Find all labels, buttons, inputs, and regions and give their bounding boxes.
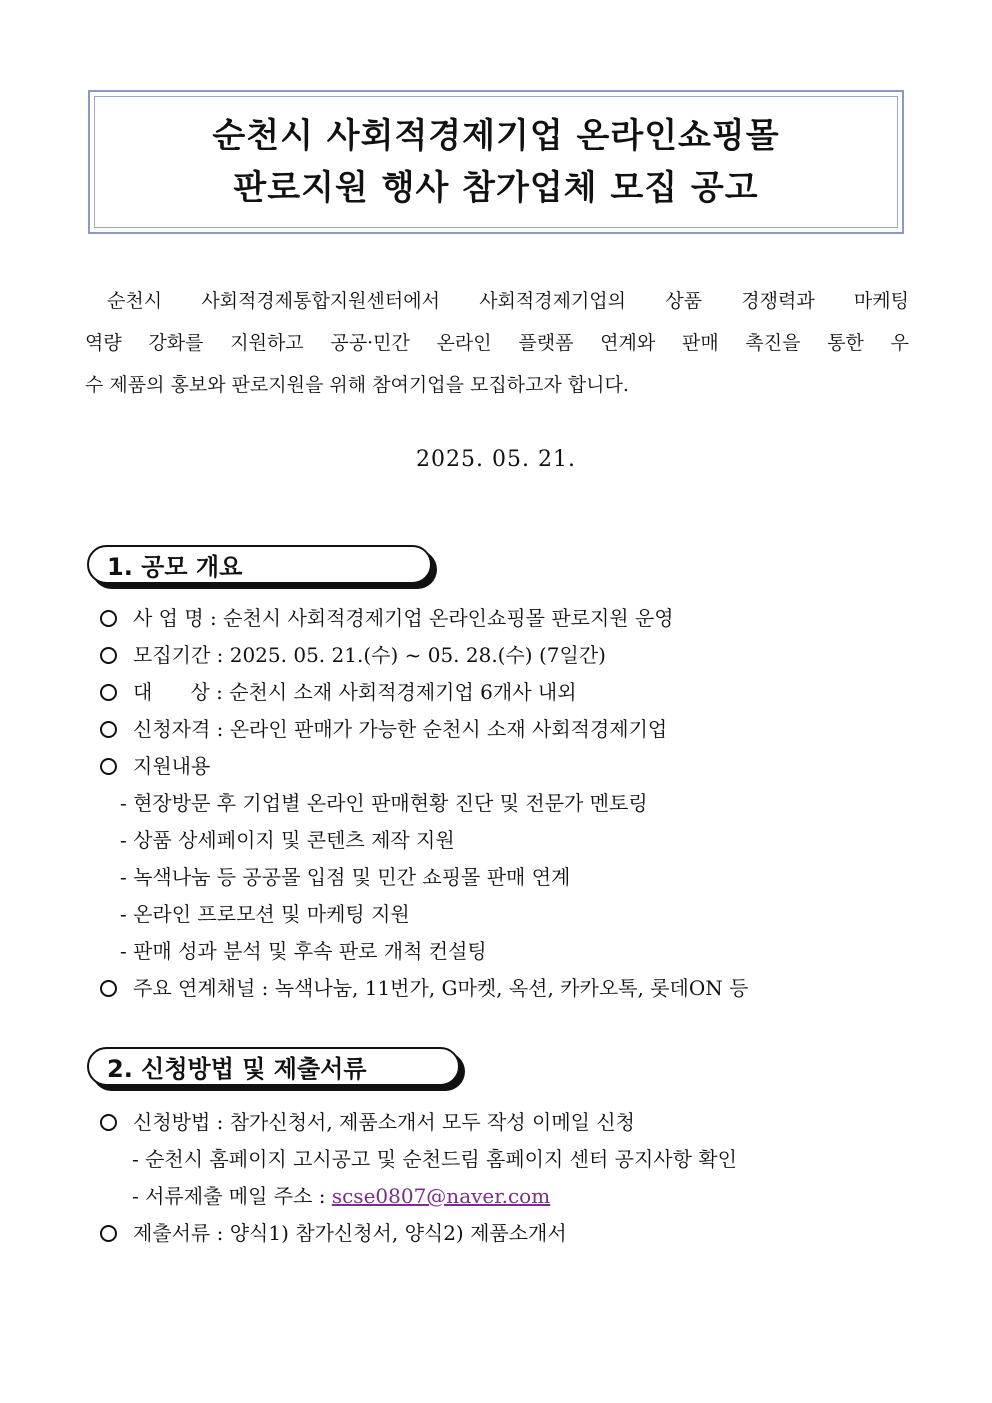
email-link[interactable]: scse0807@naver.com <box>331 1184 551 1208</box>
hollow-circle-icon <box>100 1114 117 1131</box>
hollow-circle-icon <box>100 980 117 997</box>
support-item: - 현장방문 후 기업별 온라인 판매현황 진단 및 전문가 멘토링 <box>120 791 648 815</box>
section-1-heading <box>87 545 437 589</box>
list-item-label: 대 상 : 순천시 소재 사회적경제기업 6개사 내외 <box>133 680 577 704</box>
list-item-eligibility <box>100 711 910 748</box>
section-1-heading-label: 1. 공모 개요 <box>87 545 432 584</box>
list-item-label: 모집기간 : 2025. 05. 21.(수) ~ 05. 28.(수) (7일간) <box>133 643 606 667</box>
list-item-label: 사 업 명 : 순천시 사회적경제기업 온라인쇼핑몰 판로지원 운영 <box>133 606 674 630</box>
title-box <box>88 90 904 234</box>
list-item-support <box>100 748 910 785</box>
title-inner-frame <box>94 96 898 228</box>
title-line-2: 판로지원 행사 참가업체 모집 공고 <box>233 168 759 208</box>
intro-paragraph <box>85 280 909 406</box>
method-sub-item-homepage: - 순천시 홈페이지 고시공고 및 순천드림 홈페이지 센터 공지사항 확인 <box>132 1147 737 1171</box>
support-item: - 온라인 프로모션 및 마케팅 지원 <box>120 902 410 926</box>
section-2-list <box>100 1104 910 1252</box>
hollow-circle-icon <box>100 721 117 738</box>
email-prefix-label: - 서류제출 메일 주소 : <box>132 1184 332 1208</box>
support-item: - 상품 상세페이지 및 콘텐츠 제작 지원 <box>120 828 455 852</box>
list-item-target <box>100 674 910 711</box>
intro-line-1: 순천시 사회적경제통합지원센터에서 사회적경제기업의 상품 경쟁력과 마케팅 <box>107 290 909 312</box>
title-line-1: 순천시 사회적경제기업 온라인쇼핑몰 <box>212 116 780 156</box>
list-item-label: 지원내용 <box>133 754 211 778</box>
section-2-heading-label: 2. 신청방법 및 제출서류 <box>87 1047 460 1086</box>
hollow-circle-icon <box>100 684 117 701</box>
method-sub-item-email <box>100 1178 910 1215</box>
list-item-label: 신청자격 : 온라인 판매가 가능한 순천시 소재 사회적경제기업 <box>133 717 668 741</box>
intro-line-3: 수 제품의 홍보와 판로지원을 위해 참여기업을 모집하고자 합니다. <box>85 374 629 396</box>
list-item-business-name <box>100 600 910 637</box>
hollow-circle-icon <box>100 610 117 627</box>
section-2-heading <box>87 1047 465 1091</box>
list-item-documents <box>100 1215 910 1252</box>
announcement-date: 2025. 05. 21. <box>416 447 576 472</box>
intro-line-2: 역량 강화를 지원하고 공공·민간 온라인 플랫폼 연계와 판매 촉진을 통한 우 <box>85 332 909 354</box>
list-item-channels <box>100 970 910 1007</box>
section-1-list <box>100 600 910 1007</box>
support-item: - 판매 성과 분석 및 후속 판로 개척 컨설팅 <box>120 939 487 963</box>
list-item-label: 신청방법 : 참가신청서, 제품소개서 모두 작성 이메일 신청 <box>133 1110 635 1134</box>
hollow-circle-icon <box>100 647 117 664</box>
list-item-method <box>100 1104 910 1141</box>
hollow-circle-icon <box>100 1225 117 1242</box>
list-item-label: 제출서류 : 양식1) 참가신청서, 양식2) 제품소개서 <box>133 1221 567 1245</box>
support-item: - 녹색나눔 등 공공몰 입점 및 민간 쇼핑몰 판매 연계 <box>120 865 571 889</box>
list-item-label: 주요 연계채널 : 녹색나눔, 11번가, G마켓, 옥션, 카카오톡, 롯데ON 등 <box>133 976 749 1000</box>
hollow-circle-icon <box>100 758 117 775</box>
list-item-period <box>100 637 910 674</box>
